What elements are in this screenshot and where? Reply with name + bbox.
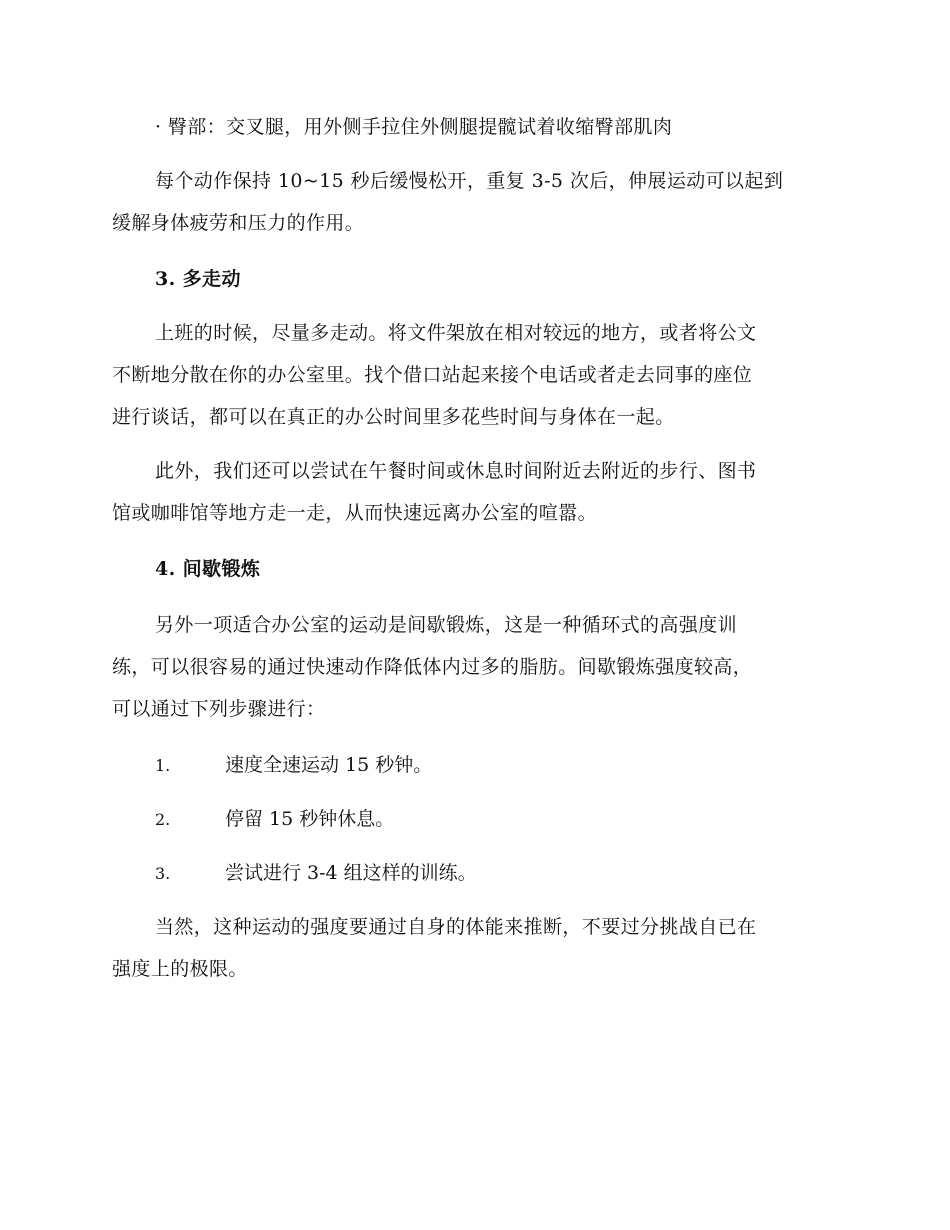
list-item — [155, 752, 432, 779]
list-item-number: 3. — [155, 864, 171, 883]
paragraph-line: 另外一项适合办公室的运动是间歇锻炼，这是一种循环式的高强度训 — [155, 614, 738, 636]
paragraph-line: 此外，我们还可以尝试在午餐时间或休息时间附近去附近的步行、图书 — [155, 460, 757, 482]
paragraph-line: 不断地分散在你的办公室里。找个借口站起来接个电话或者走去同事的座位 — [112, 364, 753, 386]
paragraph-line: 当然，这种运动的强度要通过自身的体能来推断，不要过分挑战自已在 — [155, 916, 757, 938]
list-item-number: 2. — [155, 810, 171, 829]
list-item-number: 1. — [155, 756, 171, 775]
section-heading-walk-more: 3. 多走动 — [155, 268, 241, 290]
paragraph-line: 缓解身体疲劳和压力的作用。 — [112, 212, 365, 234]
paragraph-line: 馆或咖啡馆等地方走一走，从而快速远离办公室的喧嚣。 — [112, 502, 598, 524]
paragraph-line: 练，可以很容易的通过快速动作降低体内过多的脂肪。间歇锻炼强度较高， — [112, 656, 753, 678]
paragraph-line: 每个动作保持 10~15 秒后缓慢松开，重复 3-5 次后，伸展运动可以起到 — [155, 170, 784, 192]
section-heading-interval-training: 4. 间歇锻炼 — [155, 558, 261, 580]
list-item — [155, 860, 477, 887]
paragraph-line: 可以通过下列步骤进行： — [112, 698, 326, 720]
list-item — [155, 806, 394, 833]
list-item-text: 速度全速运动 15 秒钟。 — [225, 754, 433, 776]
paragraph-line: 强度上的极限。 — [112, 958, 248, 980]
list-item-text: 尝试进行 3-4 组这样的训练。 — [225, 862, 477, 884]
paragraph-line: 进行谈话，都可以在真正的办公时间里多花些时间与身体在一起。 — [112, 406, 675, 428]
bullet-line-glutes: · 臀部：交叉腿，用外侧手拉住外侧腿提髋试着收缩臀部肌肉 — [155, 116, 673, 138]
list-item-text: 停留 15 秒钟休息。 — [225, 808, 395, 830]
paragraph-line: 上班的时候，尽量多走动。将文件架放在相对较远的地方，或者将公文 — [155, 322, 757, 344]
